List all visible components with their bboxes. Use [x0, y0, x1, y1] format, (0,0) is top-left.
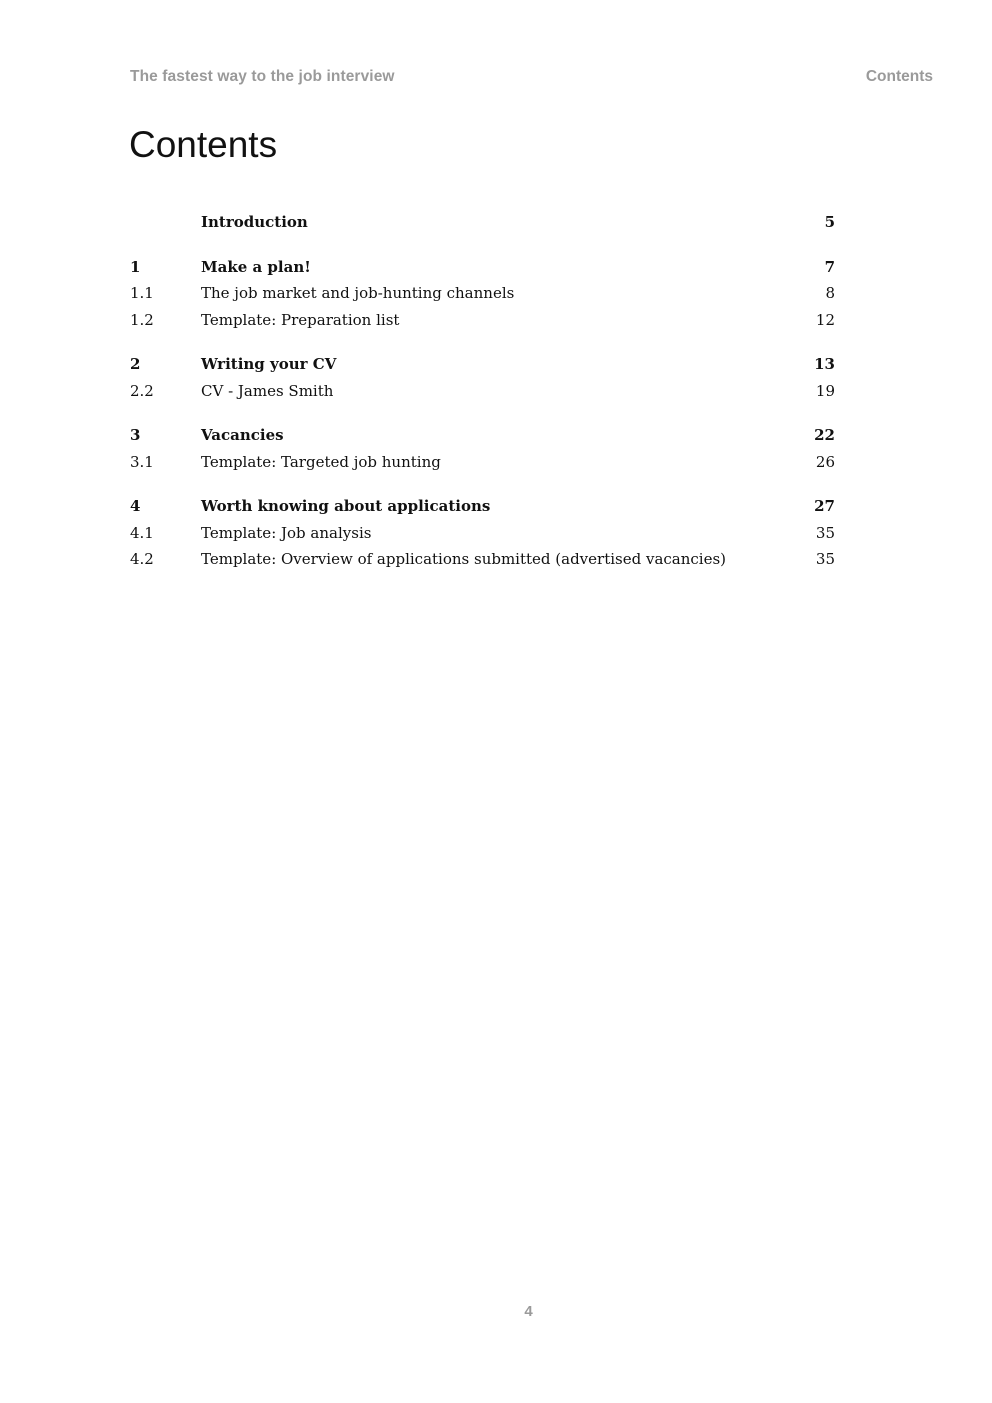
- toc-entry-number: 1: [130, 257, 141, 276]
- toc-group-chapter-2: [130, 351, 835, 404]
- toc-entry-title: The job market and job-hunting channels: [201, 284, 515, 302]
- toc-entry-page: 13: [814, 355, 835, 373]
- toc-entry-page: 8: [825, 284, 835, 302]
- toc-entry-number: 2.2: [130, 381, 154, 400]
- toc-entry-chapter[interactable]: [130, 351, 835, 378]
- toc-entry-page: 26: [815, 452, 835, 471]
- toc-entry-title: Make a plan!: [201, 257, 311, 276]
- toc-entry-section[interactable]: [130, 520, 835, 547]
- toc-entry-title: Template: Preparation list: [201, 310, 400, 329]
- toc-group-introduction: [130, 209, 835, 236]
- toc-entry-section[interactable]: [130, 546, 835, 573]
- table-of-contents: [130, 209, 835, 591]
- toc-entry-page: 19: [815, 381, 835, 400]
- page-number: 4: [524, 1303, 533, 1320]
- toc-entry-number: 4.2: [130, 550, 154, 568]
- toc-entry-title: Template: Overview of applications submitted (advertised vacancies): [201, 550, 727, 568]
- page-title: Contents: [129, 124, 278, 165]
- toc-entry-section[interactable]: [130, 307, 835, 334]
- toc-entry-number: 2: [130, 355, 141, 373]
- toc-group-chapter-4: [130, 493, 835, 573]
- toc-entry-number: 3.1: [130, 452, 154, 471]
- toc-entry-section[interactable]: [130, 280, 835, 307]
- toc-entry-title: CV - James Smith: [201, 381, 334, 400]
- running-header-section: Contents: [865, 68, 933, 85]
- toc-entry-number: 1.1: [130, 284, 154, 302]
- toc-entry-title: Writing your CV: [201, 355, 337, 373]
- toc-entry-page: 5: [824, 213, 835, 231]
- toc-entry-chapter[interactable]: [130, 422, 835, 449]
- toc-entry-section[interactable]: [130, 378, 835, 405]
- toc-entry-number: 3: [130, 426, 141, 444]
- toc-entry-page: 35: [815, 550, 835, 568]
- toc-group-chapter-3: [130, 422, 835, 475]
- toc-entry-page: 12: [815, 310, 835, 329]
- toc-entry-number: 1.2: [130, 310, 154, 329]
- toc-group-chapter-1: [130, 254, 835, 334]
- toc-entry-title: Template: Job analysis: [201, 523, 372, 542]
- toc-entry-page: 7: [824, 257, 835, 276]
- toc-entry-page: 35: [815, 523, 835, 542]
- toc-entry-page: 22: [814, 426, 835, 444]
- toc-entry-chapter[interactable]: [130, 254, 835, 281]
- toc-entry-number: 4.1: [130, 523, 154, 542]
- toc-entry-section[interactable]: [130, 449, 835, 476]
- toc-entry-chapter[interactable]: [130, 493, 835, 520]
- toc-entry-title: Introduction: [201, 213, 308, 231]
- toc-entry-page: 27: [814, 497, 835, 515]
- toc-entry-title: Template: Targeted job hunting: [201, 452, 441, 471]
- toc-entry-introduction[interactable]: [130, 209, 835, 236]
- toc-entry-title: Worth knowing about applications: [201, 497, 491, 515]
- running-header-book-title: The fastest way to the job interview: [130, 68, 395, 85]
- toc-entry-title: Vacancies: [201, 426, 284, 444]
- toc-entry-number: 4: [130, 497, 141, 515]
